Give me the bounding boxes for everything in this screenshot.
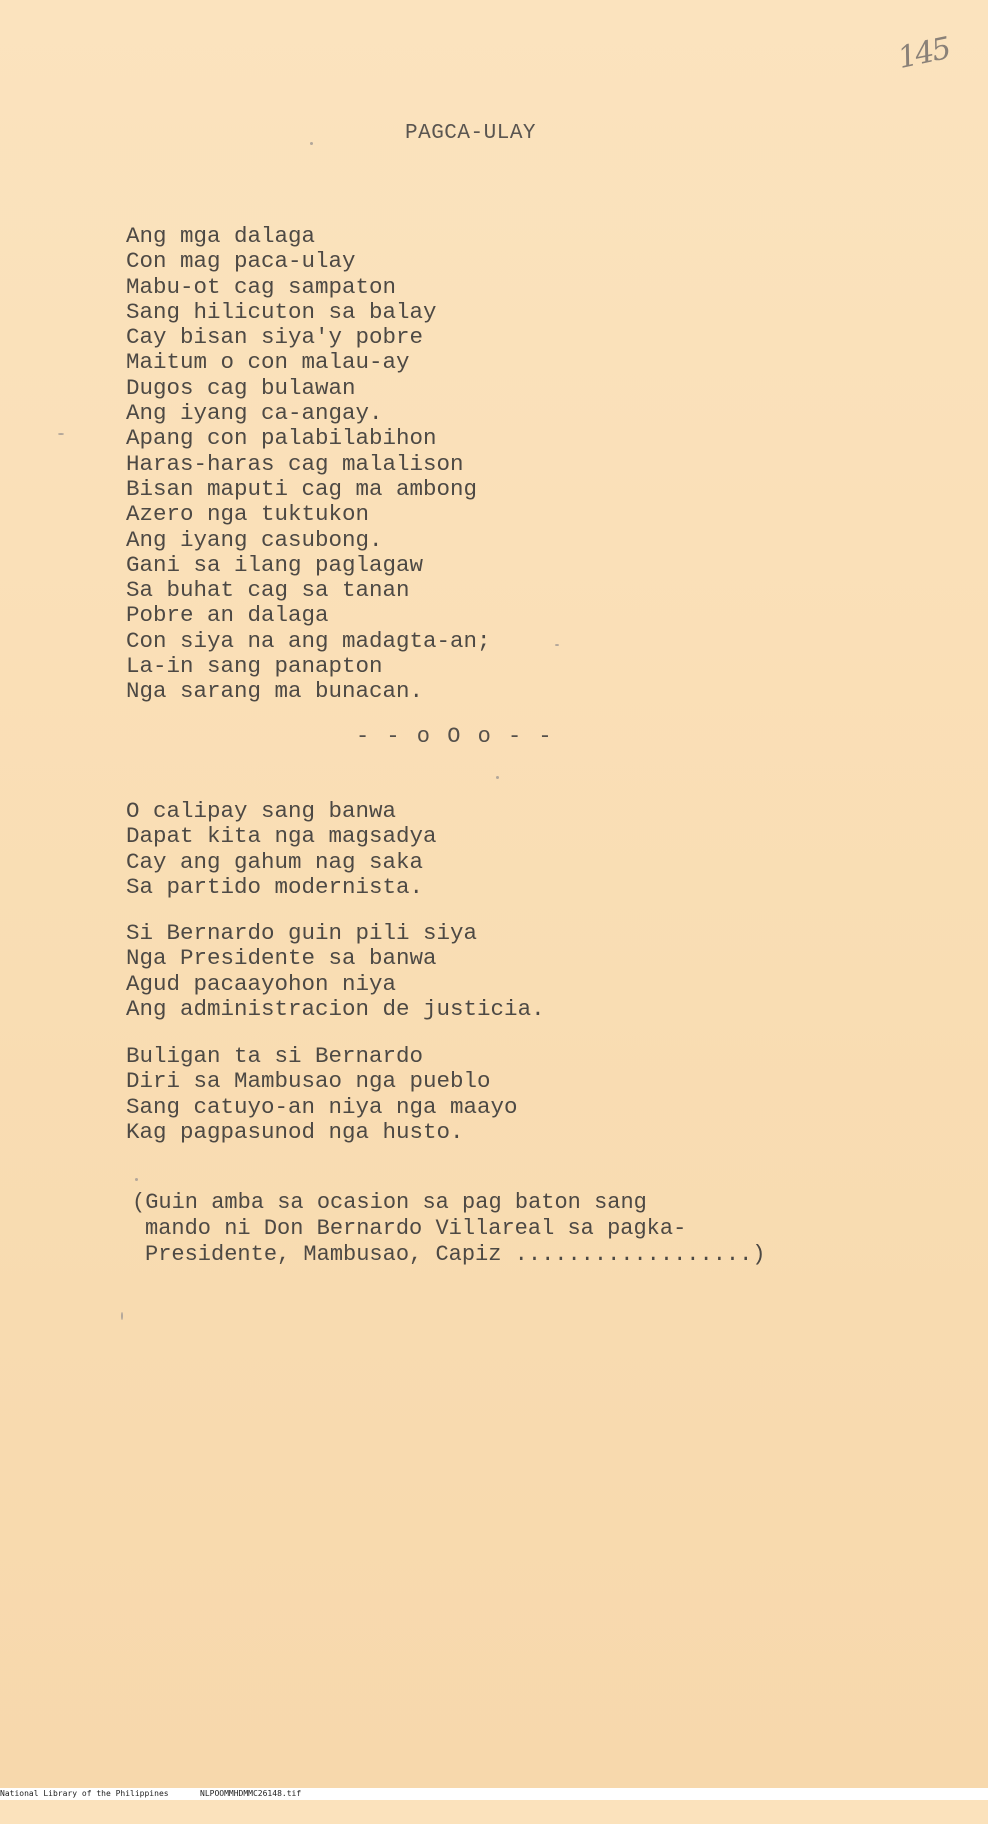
footer-library-name: National Library of the Philippines	[0, 1789, 169, 1798]
poem-line: Kag pagpasunod nga husto.	[126, 1118, 464, 1145]
poem-line: Sa partido modernista.	[126, 873, 424, 900]
poem-line: Sa buhat cag sa tanan	[126, 577, 410, 604]
poem-line: Dapat kita nga magsadya	[126, 823, 437, 850]
poem-line: La-in sang panapton	[126, 653, 383, 680]
scan-footer	[0, 1788, 988, 1800]
poem-line: Ang mga dalaga	[126, 223, 316, 249]
poem-title: PAGCA-ULAY	[405, 122, 537, 145]
poem-line: Mabu-ot cag sampaton	[126, 273, 397, 300]
poem-line: Haras-haras cag malalison	[126, 450, 464, 477]
poem-line: Maitum o con malau-ay	[126, 349, 410, 376]
stanza	[126, 921, 545, 1022]
poem-line: O calipay sang banwa	[126, 798, 397, 824]
poem-line: Con mag paca-ulay	[126, 248, 356, 275]
poem-line: Dugos cag bulawan	[126, 374, 356, 401]
paper-speck	[135, 1178, 138, 1181]
poem-line: Apang con palabilabihon	[126, 425, 437, 452]
poem-line: Con siya na ang madagta-an;	[126, 627, 491, 654]
footer-file-name: NLPOOMMHDMMC26148.tif	[200, 1789, 302, 1798]
occasion-note	[132, 1190, 766, 1268]
poem-line: Buligan ta si Bernardo	[126, 1043, 424, 1069]
poem-line: Bisan maputi cag ma ambong	[126, 475, 478, 502]
poem-line: Diri sa Mambusao nga pueblo	[126, 1068, 491, 1095]
poem-line: Ang administracion de justicia.	[126, 995, 545, 1022]
poem-line: Ang iyang casubong.	[126, 526, 383, 553]
poem-line: Sang catuyo-an niya nga maayo	[126, 1093, 518, 1120]
poem-line: Si Bernardo guin pili siya	[126, 920, 478, 946]
note-line: (Guin amba sa ocasion sa pag baton sang	[132, 1190, 647, 1215]
paper-speck	[121, 1312, 123, 1320]
note-line: mando ni Don Bernardo Villareal sa pagka-	[145, 1216, 687, 1241]
paper-speck	[555, 644, 559, 646]
stanza	[126, 799, 437, 900]
poem-line: Cay ang gahum nag saka	[126, 848, 424, 875]
paper-speck	[310, 142, 313, 145]
paper-speck	[496, 776, 499, 779]
poem-line: Cay bisan siya'y pobre	[126, 324, 424, 351]
poem-line: Gani sa ilang paglagaw	[126, 551, 424, 578]
section-separator: - - o O o - -	[356, 724, 554, 749]
poem-line: Sang hilicuton sa balay	[126, 298, 437, 325]
note-line: Presidente, Mambusao, Capiz ..................)	[145, 1242, 766, 1267]
stanza	[126, 1044, 518, 1145]
poem-line: Nga sarang ma bunacan.	[126, 678, 424, 705]
poem-line: Pobre an dalaga	[126, 602, 329, 629]
poem-line: Azero nga tuktukon	[126, 501, 370, 528]
poem-line: Ang iyang ca-angay.	[126, 400, 383, 427]
poem-line: Nga Presidente sa banwa	[126, 945, 437, 972]
stanza	[126, 224, 491, 705]
handwritten-page-number: 145	[894, 31, 953, 76]
poem-line: Agud pacaayohon niya	[126, 970, 397, 997]
paper-speck	[58, 433, 64, 435]
